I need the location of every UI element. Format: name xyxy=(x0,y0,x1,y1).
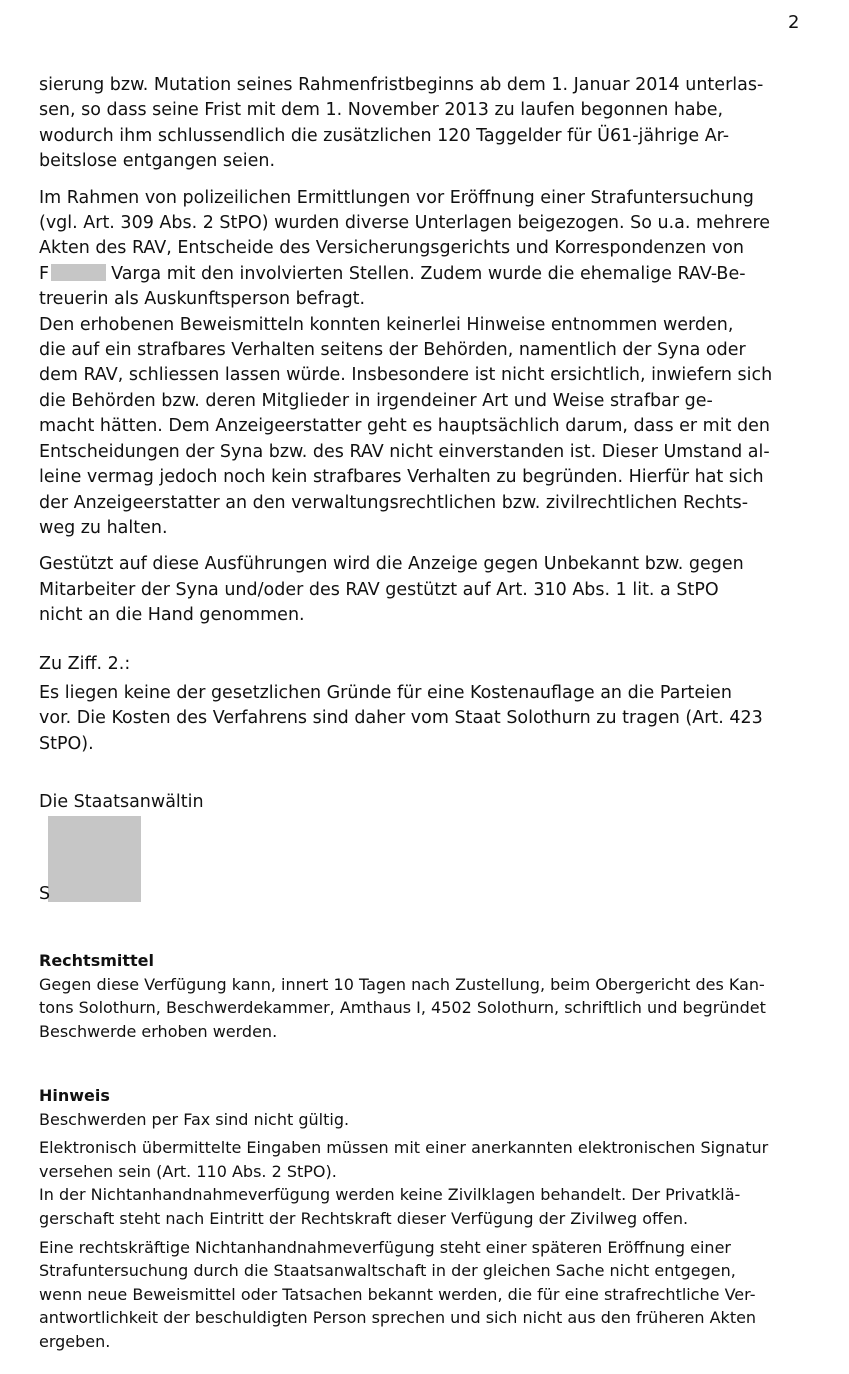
rechtsmittel-text xyxy=(39,973,814,1044)
rechtsmittel-heading: Rechtsmittel xyxy=(39,951,155,970)
p1-line-4: beitslose entgangen seien. xyxy=(39,151,276,172)
hw-line-2: Elektronisch übermittelte Eingaben müssen mit einer anerkannten elektronischen Signatur xyxy=(39,1138,769,1158)
hw-line-7: Strafuntersuchung durch die Staatsanwaltschaft in der gleichen Sache nicht entgegen, xyxy=(39,1261,736,1281)
hw-line-8: wenn neue Beweismittel oder Tatsachen bekannt werden, die für eine strafrechtliche Ver- xyxy=(39,1284,756,1304)
redacted-first-name xyxy=(51,264,106,281)
p3-line-1: Den erhobenen Beweismitteln konnten keinerlei Hinweise entnommen werden, xyxy=(39,314,734,335)
rechtsmittel-section xyxy=(39,949,814,1043)
ziff-line-1: Es liegen keine der gesetzlichen Gründe für eine Kostenauflage an die Parteien xyxy=(39,682,732,703)
page-number: 2 xyxy=(788,12,800,33)
p2-line-4: Varga mit den involvierten Stellen. Zudem wurde die ehemalige RAV-Be- xyxy=(111,263,746,284)
p4-line-1: Gestützt auf diese Ausführungen wird die Anzeige gegen Unbekannt bzw. gegen xyxy=(39,554,744,575)
p1-line-1: sierung bzw. Mutation seines Rahmenfristbeginns ab dem 1. Januar 2014 unterlas- xyxy=(39,75,764,95)
hinweis-heading: Hinweis xyxy=(39,1086,110,1105)
p3-line-6: Entscheidungen der Syna bzw. des RAV nicht einverstanden ist. Dieser Umstand al- xyxy=(39,441,770,462)
p3-line-3: dem RAV, schliessen lassen würde. Insbesondere ist nicht ersichtlich, inwiefern sich xyxy=(39,365,773,386)
hw-line-6: Eine rechtskräftige Nichtanhandnahmeverfügung steht einer späteren Eröffnung einer xyxy=(39,1237,731,1257)
p4-line-3: nicht an die Hand genommen. xyxy=(39,605,305,626)
hw-line-3: versehen sein (Art. 110 Abs. 2 StPO). xyxy=(39,1161,337,1181)
p3-line-4: die Behörden bzw. deren Mitglieder in irgendeiner Art und Weise strafbar ge- xyxy=(39,390,713,411)
hinweis-text-3 xyxy=(39,1183,814,1230)
p3-line-9: weg zu halten. xyxy=(39,517,168,538)
p2-line-1: Im Rahmen von polizeilichen Ermittlungen vor Eröffnung einer Strafuntersuchung xyxy=(39,187,754,208)
hw-line-9: antwortlichkeit der beschuldigten Person sprechen und sich nicht aus den früheren Akten xyxy=(39,1308,757,1328)
p3-line-5: macht hätten. Dem Anzeigeerstatter geht es hauptsächlich darum, dass er mit den xyxy=(39,416,770,437)
paragraph-3 xyxy=(39,313,819,542)
p2-line-2: (vgl. Art. 309 Abs. 2 StPO) wurden diverse Unterlagen beigezogen. So u.a. mehrere xyxy=(39,213,771,234)
ziff-line-3: StPO). xyxy=(39,733,94,754)
main-text xyxy=(39,73,819,757)
hinweis-text-2 xyxy=(39,1136,814,1183)
p3-line-7: leine vermag jedoch noch kein strafbares Verhalten zu begründen. Hierfür hat sich xyxy=(39,467,764,488)
hinweis-text-1: Beschwerden per Fax sind nicht gültig. xyxy=(39,1109,350,1129)
p3-line-8: der Anzeigeerstatter an den verwaltungsrechtlichen bzw. zivilrechtlichen Rechts- xyxy=(39,492,749,513)
signature-initial: S xyxy=(39,884,51,904)
p1-line-3: wodurch ihm schlussendlich die zusätzlichen 120 Taggelder für Ü61-jährige Ar- xyxy=(39,125,730,146)
hw-line-10: ergeben. xyxy=(39,1331,111,1351)
p2-line-3: Akten des RAV, Entscheide des Versicherungsgerichts und Korrespondenzen von xyxy=(39,238,745,259)
redacted-signature xyxy=(48,816,141,902)
p4-line-2: Mitarbeiter der Syna und/oder des RAV gestützt auf Art. 310 Abs. 1 lit. a StPO xyxy=(39,579,719,600)
signature-label: Die Staatsanwältin xyxy=(39,792,204,812)
p1-line-2: sen, so dass seine Frist mit dem 1. November 2013 zu laufen begonnen habe, xyxy=(39,100,724,121)
p3-line-2: die auf ein strafbares Verhalten seitens der Behörden, namentlich der Syna oder xyxy=(39,340,746,361)
ziff-paragraph xyxy=(39,681,819,757)
rm-line-1: Gegen diese Verfügung kann, innert 10 Tagen nach Zustellung, beim Obergericht des Kan- xyxy=(39,974,765,994)
name-initial: F xyxy=(39,263,50,284)
p2-line-5: treuerin als Auskunftsperson befragt. xyxy=(39,289,366,310)
paragraph-4 xyxy=(39,552,819,628)
ziff-heading: Zu Ziff. 2.: xyxy=(39,653,131,674)
paragraph-2 xyxy=(39,186,819,313)
rm-line-3: Beschwerde erhoben werden. xyxy=(39,1021,278,1041)
rm-line-2: tons Solothurn, Beschwerdekammer, Amthaus I, 4502 Solothurn, schriftlich und begründet xyxy=(39,998,766,1018)
hw-line-5: gerschaft steht nach Eintritt der Rechtskraft dieser Verfügung der Zivilweg offen. xyxy=(39,1208,689,1228)
hinweis-text-4 xyxy=(39,1236,814,1354)
hinweis-section xyxy=(39,1084,814,1354)
hw-line-4: In der Nichtanhandnahmeverfügung werden keine Zivilklagen behandelt. Der Privatklä- xyxy=(39,1185,741,1205)
ziff-line-2: vor. Die Kosten des Verfahrens sind daher vom Staat Solothurn zu tragen (Art. 423 xyxy=(39,708,763,729)
paragraph-1 xyxy=(39,73,819,175)
